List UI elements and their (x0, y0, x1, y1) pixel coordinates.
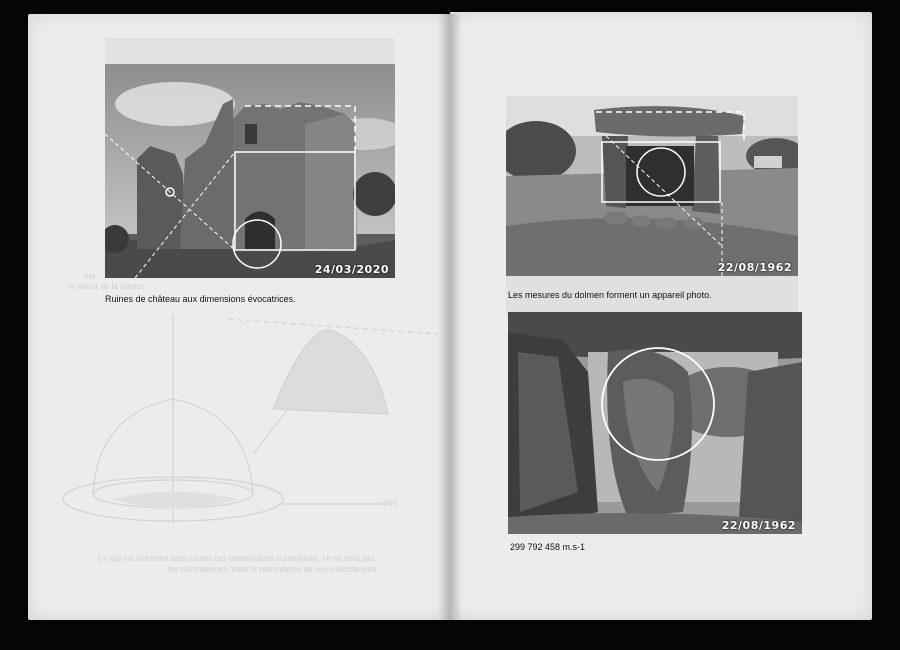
dolmen-top-date-stamp: 22/08/1962 (717, 261, 792, 274)
ghost-bottom-line2: les coïncidences, mais la redondance de ces coïncidences. (168, 565, 379, 574)
speed-of-light-caption: 299 792 458 m.s-1 (510, 542, 586, 552)
dolmen-photo-bottom (508, 312, 802, 534)
ghost-bottom-line1: Ce qui est fascinant dans toutes ces observations numériques, ce ne sont pas (98, 554, 375, 563)
ghost-diagram (28, 294, 448, 554)
right-page (450, 12, 872, 620)
castle-photo-date-stamp: 24/03/2020 (314, 263, 389, 276)
castle-caption: Ruines de château aux dimensions évocatrices. (105, 294, 296, 304)
ghost-side-line2: la valeur de la vitesse (68, 282, 145, 291)
dolmen-bottom-date-stamp: 22/08/1962 (721, 519, 796, 532)
dolmen-photo-top-art (506, 96, 798, 276)
dolmen-caption: Les mesures du dolmen forment un appareil photo. (508, 290, 712, 300)
left-page (28, 14, 450, 620)
ghost-diagram-label: (ref) (383, 498, 398, 507)
ghost-side-line1: est (84, 272, 95, 281)
castle-photo-art (105, 64, 395, 278)
dolmen-photo-bottom-art (508, 312, 802, 534)
castle-photo (105, 64, 395, 278)
dolmen-photo-top (506, 96, 798, 276)
